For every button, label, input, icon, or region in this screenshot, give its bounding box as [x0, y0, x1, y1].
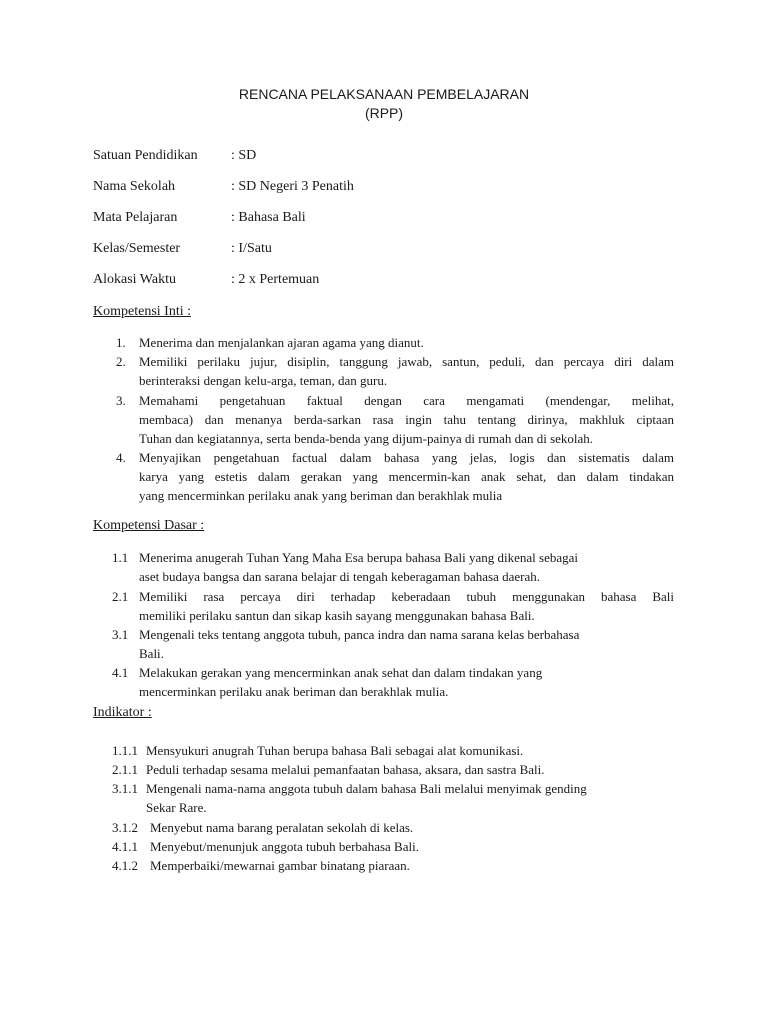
item-number: 1.1 [112, 550, 129, 565]
item-line: Memiliki rasa percaya diri terhadap keberadaan tubuh menggunakan bahasa Bali [139, 589, 674, 604]
item-number: 1. [116, 335, 126, 350]
identity-value: : 2 x Pertemuan [231, 272, 320, 287]
item-line: Sekar Rare. [146, 800, 207, 815]
item-number: 3. [116, 393, 126, 408]
item-line: Tuhan dan kegiatannya, serta benda-benda yang dijum-painya di rumah dan di sekolah. [139, 431, 594, 446]
item-line: Memahami pengetahuan faktual dengan cara mengamati (mendengar, melihat, [139, 393, 674, 408]
item-line: Memperbaiki/mewarnai gambar binatang piaraan. [150, 858, 410, 873]
item-line: Menyebut/menunjuk anggota tubuh berbahasa Bali. [150, 839, 419, 854]
item-number: 4. [116, 450, 126, 465]
item-line: Mengenali teks tentang anggota tubuh, panca indra dan nama sarana kelas berbahasa [139, 627, 580, 642]
item-line: Menyajikan pengetahuan factual dalam bahasa yang jelas, logis dan sistematis dalam [139, 450, 674, 465]
item-line: aset budaya bangsa dan sarana belajar di tengah keberagaman bahasa daerah. [139, 569, 540, 584]
identity-label: Mata Pelajaran [93, 210, 178, 225]
kd-heading: Kompetensi Dasar : [93, 518, 205, 533]
item-number: 4.1 [112, 665, 129, 680]
ki-heading: Kompetensi Inti : [93, 304, 191, 319]
indikator-heading: Indikator : [93, 705, 152, 720]
item-line: Menerima anugerah Tuhan Yang Maha Esa berupa bahasa Bali yang dikenal sebagai [139, 550, 578, 565]
item-line: karya yang estetis dalam gerakan yang mencermin-kan anak sehat, dan dalam tindakan [139, 469, 674, 484]
item-line: Melakukan gerakan yang mencerminkan anak sehat dan dalam tindakan yang [139, 665, 543, 680]
identity-label: Kelas/Semester [93, 241, 181, 256]
item-line: mencerminkan perilaku anak beriman dan berakhlak mulia. [139, 684, 449, 699]
item-number: 3.1.1 [112, 781, 138, 796]
item-line: yang mencerminkan perilaku anak yang beriman dan berakhlak mulia [139, 488, 503, 503]
identity-value: : I/Satu [231, 241, 272, 256]
title-line-1: RENCANA PELAKSANAAN PEMBELAJARAN [238, 86, 530, 102]
identity-label: Satuan Pendidikan [93, 148, 198, 163]
item-line: memiliki perilaku santun dan sikap kasih sayang menggunakan bahasa Bali. [139, 608, 535, 623]
title-line-2: (RPP) [364, 105, 404, 121]
identity-label: Nama Sekolah [93, 179, 176, 194]
item-line: Mengenali nama-nama anggota tubuh dalam bahasa Bali melalui menyimak gending [146, 781, 587, 796]
identity-value: : SD Negeri 3 Penatih [231, 179, 354, 194]
identity-label: Alokasi Waktu [93, 272, 176, 287]
item-number: 2.1.1 [112, 762, 138, 777]
identity-value: : Bahasa Bali [231, 210, 306, 225]
item-line: Menerima dan menjalankan ajaran agama yang dianut. [139, 335, 424, 350]
item-number: 1.1.1 [112, 743, 138, 758]
item-number: 4.1.1 [112, 839, 138, 854]
item-line: Peduli terhadap sesama melalui pemanfaatan bahasa, aksara, dan sastra Bali. [146, 762, 545, 777]
item-line: Menyebut nama barang peralatan sekolah di kelas. [150, 820, 414, 835]
item-line: membaca) dan menanya berda-sarkan rasa ingin tahu tentang dirinya, makhluk ciptaan [139, 412, 674, 427]
item-number: 3.1.2 [112, 820, 138, 835]
item-number: 2. [116, 354, 126, 369]
item-line: Bali. [139, 646, 164, 661]
item-number: 2.1 [112, 589, 129, 604]
identity-value: : SD [231, 148, 257, 163]
item-line: Memiliki perilaku jujur, disiplin, tanggung jawab, santun, peduli, dan percaya diri dalam [139, 354, 674, 369]
item-line: berinteraksi dengan kelu-arga, teman, dan guru. [139, 373, 388, 388]
item-line: Mensyukuri anugrah Tuhan berupa bahasa Bali sebagai alat komunikasi. [146, 743, 524, 758]
item-number: 3.1 [112, 627, 129, 642]
item-number: 4.1.2 [112, 858, 138, 873]
